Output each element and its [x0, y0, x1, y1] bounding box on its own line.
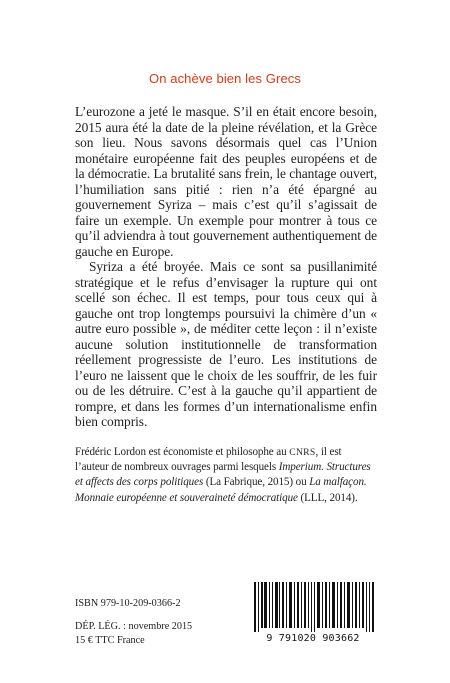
book-title-1: Imperium. Structures et affects des corps politiques — [75, 461, 371, 489]
author-bio-intro: Frédéric Lordon est économiste et philosophe au — [75, 446, 290, 458]
book-details-1: (La Fabrique, 2015) ou — [203, 476, 310, 489]
page-title: On achève bien les Grecs — [149, 71, 301, 86]
blurb — [75, 104, 377, 430]
barcode-number: 9 791020 903662 — [266, 633, 360, 644]
author-bio-intro-2: , il est l’auteur de nombreux ouvrages parmi lesquels — [75, 446, 342, 474]
barcode-bars — [246, 582, 380, 632]
book-title-2: La malfaçon. Monnaie européenne et souveraineté démocratique — [75, 476, 367, 504]
blurb-paragraph-2: Syriza a été broyée. Mais ce sont sa pusillanimité stratégique et le refus d’envisager la rupture qui ont scellé son échec. Il est temps, pour tous ceux qui à gauche ont trop longtemps poursuivi la chimère d’un « autre euro possible », de méditer cette leçon : il n’existe aucune solution institutionnelle de transformation réellement progressiste de l’euro. Les institutions de l’euro ne laissent que le choix de les souffrir, de les fuir ou de les détruire. C’est à la gauche qu’il appartient de rompre, et dans les formes d’un internationalisme enfin bien compris. — [75, 259, 377, 429]
author-bio — [75, 445, 377, 506]
isbn: ISBN 979-10-209-0366-2 — [75, 598, 181, 609]
barcode — [246, 582, 380, 646]
org-name: CNRS — [289, 447, 316, 458]
book-details-2: (LLL, 2014). — [297, 491, 358, 504]
blurb-paragraph-1: L’eurozone a jeté le masque. S’il en était encore besoin, 2015 aura été la date de la pleine révélation, et la Grèce son lieu. Nous savons désormais quel cas l’Union monétaire européenne fait des peuples européens et de la démocratie. La brutalité sans frein, le chantage ouvert, l’humiliation sans pitié : rien n’a été épargné au gouvernement Syriza – mais c’est qu’il s’agissait de faire un exemple. Un exemple pour montrer à tous ce qu’il adviendra à tout gouvernement authentiquement de gauche en Europe. — [75, 104, 377, 259]
legal-deposit: DÉP. LÉG. : novembre 2015 — [75, 621, 193, 632]
author-bio-text — [75, 445, 377, 506]
price: 15 € TTC France — [75, 635, 145, 646]
legal-info — [75, 620, 192, 648]
